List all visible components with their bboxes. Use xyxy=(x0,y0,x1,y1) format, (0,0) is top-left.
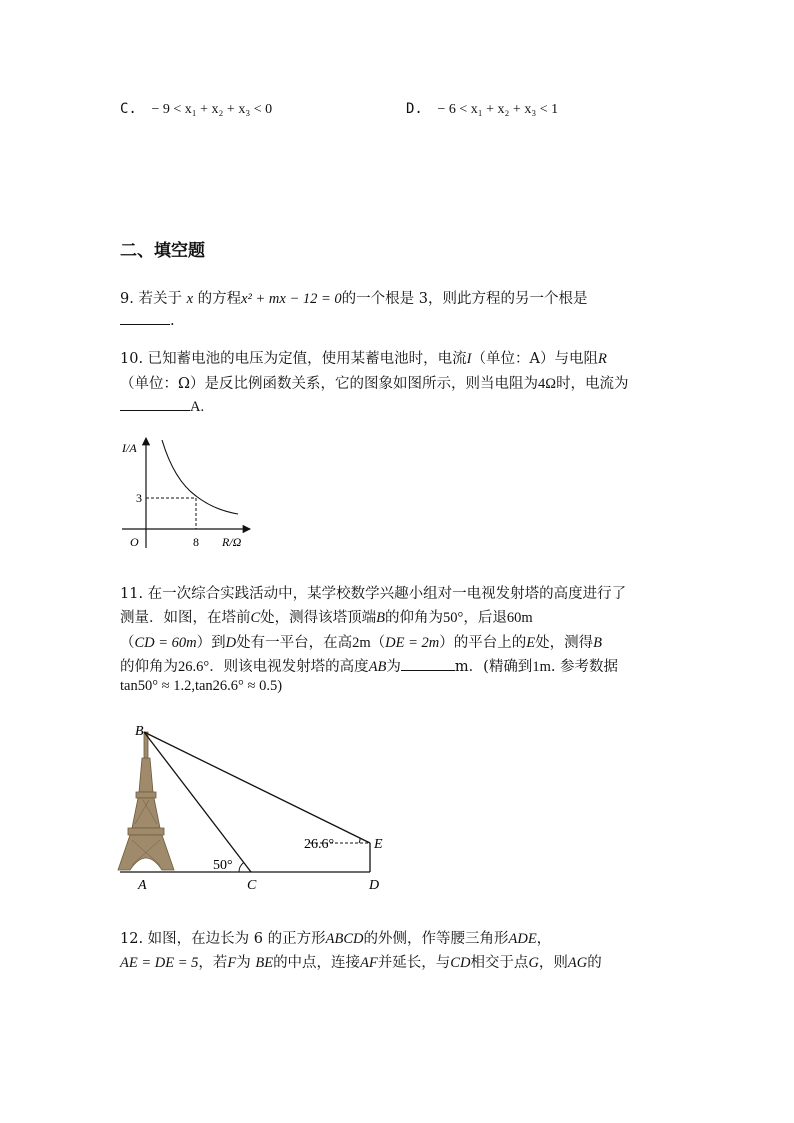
q9-text-2: 的方程 xyxy=(197,291,242,307)
label-c: C xyxy=(247,878,257,893)
q10-line3 xyxy=(120,396,204,416)
label-e: E xyxy=(374,837,383,852)
graph-y-tick: 3 xyxy=(136,491,142,505)
q10-number: 10. xyxy=(120,351,144,367)
choice-d-label: D. xyxy=(406,101,423,117)
choice-c xyxy=(120,101,272,118)
q11-text-8: 处有一平台，在高 xyxy=(236,635,353,651)
q11-line2 xyxy=(120,606,533,627)
tower-figure xyxy=(112,720,402,895)
q11-point-e: E xyxy=(526,635,536,651)
q12-text-1: 如图，在边长为 6 的正方形 xyxy=(147,931,326,947)
q11-angle-1: 50° xyxy=(443,610,464,626)
q11-height: 2m xyxy=(352,635,371,651)
q9-end: . xyxy=(170,313,175,329)
angle-arc-e xyxy=(359,838,360,843)
q9-text-1: 若关于 xyxy=(138,291,182,307)
q9-line2 xyxy=(120,310,175,329)
q9-variable: x xyxy=(186,291,193,307)
q11-text-4: 的仰角为 xyxy=(385,610,444,626)
q10-text-4: 时，电流为 xyxy=(556,376,629,392)
q12-line2 xyxy=(120,951,602,972)
q12-text-6: 的中点，连接 xyxy=(273,955,361,971)
q10-line1 xyxy=(120,347,607,368)
q11-distance: 60m xyxy=(506,610,533,626)
q12-ag: AG xyxy=(567,955,588,971)
q11-point-b-2: B xyxy=(593,635,602,651)
choice-c-expression: − 9 < x₁ + x₂ + x₃ < 0 xyxy=(151,102,273,117)
q11-cd-eq: CD = 60m xyxy=(134,635,197,651)
q9-equation: x² + mx − 12 = 0 xyxy=(241,291,342,307)
q12-abcd: ABCD xyxy=(325,931,364,947)
label-angle-e: 26.6° xyxy=(304,837,335,852)
q11-text-15: m．(精确到 xyxy=(454,659,533,675)
q10-value: 4Ω xyxy=(538,376,557,392)
q12-ade: ADE xyxy=(508,931,537,947)
label-b: B xyxy=(135,724,144,739)
inverse-graph xyxy=(112,430,262,555)
q12-text-8: 相交于点 xyxy=(470,955,529,971)
graph-y-label: I/A xyxy=(122,441,137,455)
q10-line2 xyxy=(120,372,629,393)
q12-text-2: 的外侧，作等腰三角形 xyxy=(363,931,509,947)
q12-point-g: G xyxy=(528,955,539,971)
q11-text-10: ）的平台上的 xyxy=(439,635,527,651)
q11-text-13: ．则该电视发射塔的高度 xyxy=(209,659,369,675)
q11-text-5: ，后退 xyxy=(463,610,507,626)
q11-point-d: D xyxy=(225,635,237,651)
q11-text-2: 测量．如图，在塔前 xyxy=(120,610,251,626)
q12-text-4: ，若 xyxy=(198,955,228,971)
q12-be: BE xyxy=(255,955,274,971)
q9-line1 xyxy=(120,287,588,308)
q11-text-12: 的仰角为 xyxy=(120,659,178,675)
q11-text-1: 在一次综合实践活动中，某学校数学兴趣小组对一电视发射塔的高度进行了 xyxy=(147,586,627,602)
q11-ab: AB xyxy=(368,659,387,675)
q11-answer-blank[interactable] xyxy=(401,656,455,671)
q12-text-3: ， xyxy=(536,931,552,947)
q10-text-2: （单位：A）与电阻 xyxy=(471,351,598,367)
section-title: 二、填空题 xyxy=(120,241,205,261)
q11-text-7: ）到 xyxy=(196,635,226,651)
q11-text-14: 为 xyxy=(386,659,401,675)
q11-precision: 1m xyxy=(532,659,551,675)
label-a: A xyxy=(138,878,147,893)
q10-answer-blank[interactable] xyxy=(120,396,190,411)
q11-text-6: （ xyxy=(120,635,135,651)
q11-text-3: 处，测得该塔顶端 xyxy=(260,610,377,626)
q10-var-i: I xyxy=(466,351,472,367)
q9-number: 9. xyxy=(120,291,134,307)
q11-line3 xyxy=(120,631,602,652)
tower-illustration xyxy=(118,732,174,870)
q9-answer-blank[interactable] xyxy=(120,310,170,325)
q12-equation: AE = DE = 5 xyxy=(120,955,199,971)
q11-de-eq: DE = 2m xyxy=(385,635,440,651)
angle-arc-c xyxy=(239,863,244,873)
q11-point-b: B xyxy=(376,610,386,626)
graph-origin: O xyxy=(130,535,139,549)
q11-reference-data: tan50° ≈ 1.2,tan26.6° ≈ 0.5) xyxy=(120,678,283,694)
q12-line1 xyxy=(120,927,551,948)
q11-text-9: （ xyxy=(370,635,386,651)
choice-d xyxy=(406,101,558,118)
q12-text-10: 的 xyxy=(587,955,602,971)
line-be xyxy=(144,732,370,843)
q11-line5 xyxy=(120,678,282,695)
q12-text-5: 为 xyxy=(236,955,251,971)
q11-text-11: 处，测得 xyxy=(535,635,594,651)
q11-line1 xyxy=(120,582,626,603)
q10-text-3: （单位：Ω）是反比例函数关系，它的图象如图所示，则当电阻为 xyxy=(120,376,539,392)
q11-number: 11. xyxy=(120,586,144,602)
q12-af: AF xyxy=(360,955,378,971)
q12-point-f: F xyxy=(227,955,237,971)
q10-var-r: R xyxy=(598,351,607,367)
q12-text-7: 并延长，与 xyxy=(377,955,451,971)
q11-line4 xyxy=(120,655,618,676)
graph-x-tick: 8 xyxy=(193,535,199,549)
q10-text-1: 已知蓄电池的电压为定值，使用某蓄电池时，电流 xyxy=(147,351,467,367)
q12-number: 12. xyxy=(120,931,144,947)
graph-curve xyxy=(162,440,238,514)
label-angle-c: 50° xyxy=(213,858,233,873)
q11-angle-2: 26.6° xyxy=(178,659,210,675)
q11-point-c: C xyxy=(250,610,261,626)
label-d: D xyxy=(369,878,380,893)
graph-x-label: R/Ω xyxy=(222,535,242,549)
q11-text-16: . 参考数据 xyxy=(550,659,619,675)
choice-d-expression: − 6 < x₁ + x₂ + x₃ < 1 xyxy=(437,102,559,117)
q10-unit: A. xyxy=(190,399,205,415)
q9-text-3: 的一个根是 3，则此方程的另一个根是 xyxy=(341,291,588,307)
q12-text-9: ，则 xyxy=(538,955,568,971)
q12-cd: CD xyxy=(450,955,471,971)
choice-c-label: C. xyxy=(120,101,137,117)
